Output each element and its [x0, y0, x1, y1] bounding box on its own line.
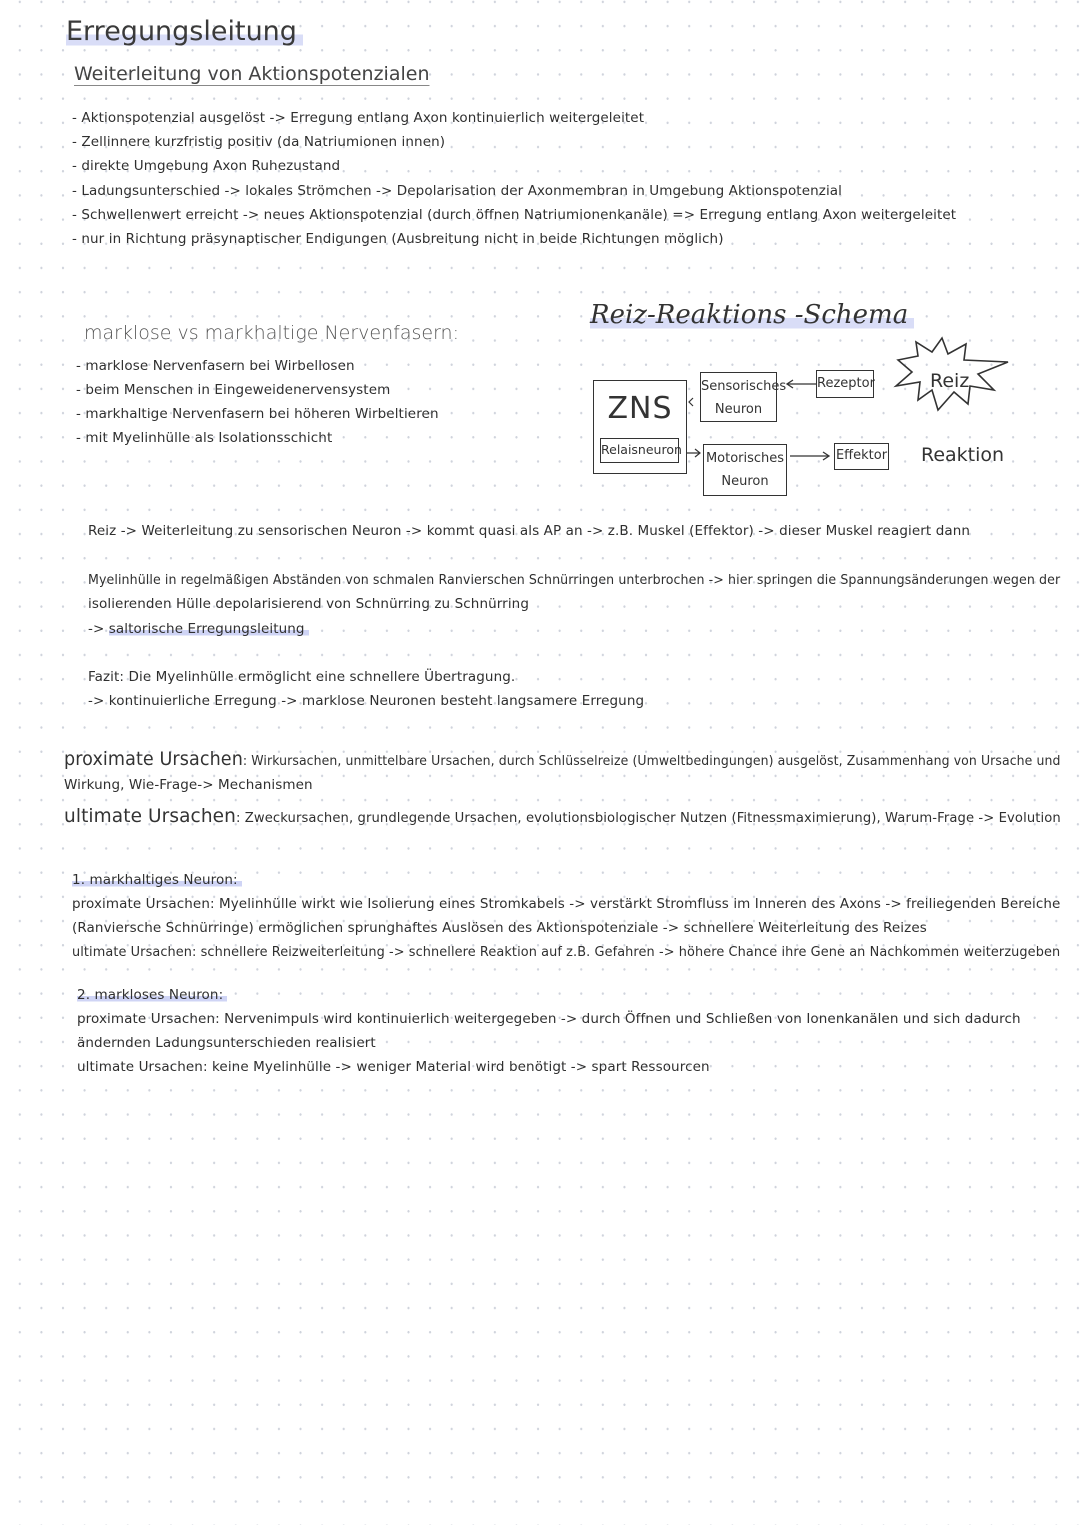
motor-label-2: Neuron	[721, 474, 769, 489]
neuron2-heading-text: 2. markloses Neuron:	[77, 987, 227, 1003]
text-line: ultimate Ursachen: schnellere Reizweiterleitung -> schnellere Reaktion auf z.B. Gefahren -> höhere Chance ihre Gene an Nachkommen weiterzugeben	[72, 944, 1061, 960]
text-line: ultimate Ursachen: keine Myelinhülle -> weniger Material wird benötigt -> spart Ressourcen	[77, 1059, 710, 1075]
text-line: proximate Ursachen: Nervenimpuls wird kontinuierlich weitergegeben -> durch Öffnen und Schließen von Ionenkanälen und sich dadurch	[77, 1011, 1021, 1027]
rezeptor-label: Rezeptor	[817, 376, 875, 391]
text-line: Fazit: Die Myelinhülle ermöglicht eine schnellere Übertragung.	[88, 669, 516, 685]
reaktion-label: Reaktion	[921, 444, 1005, 466]
bullet-line: - markhaltige Nervenfasern bei höheren Wirbeltieren	[76, 406, 439, 422]
arrowhead	[689, 398, 693, 406]
neuron2-heading	[77, 987, 227, 1003]
text-line: Myelinhülle in regelmäßigen Abständen von schmalen Ranvierschen Schnürringen unterbrochen -> hier springen die Spannungsänderungen wegen der	[88, 572, 1061, 588]
rezeptor-box	[816, 370, 874, 398]
bullet-line: - Aktionspotenzial ausgelöst -> Erregung entlang Axon kontinuierlich weitergeleitet	[72, 110, 645, 126]
text-line	[88, 621, 309, 637]
schema-title-text: Reiz-Reaktions -Schema	[590, 300, 914, 330]
bullet-line: - marklose Nervenfasern bei Wirbellosen	[76, 358, 355, 374]
text-line: Reiz -> Weiterleitung zu sensorischen Neuron -> kommt quasi als AP an -> z.B. Muskel (Effektor) -> dieser Muskel reagiert dann	[88, 523, 971, 539]
text-line: Wirkung, Wie-Frage-> Mechanismen	[64, 777, 313, 793]
sensor-label-2: Neuron	[714, 402, 763, 417]
bullet-line: - mit Myelinhülle als Isolationsschicht	[76, 430, 333, 446]
page-title-text: Erregungsleitung	[66, 16, 303, 47]
motor-label-1: Motorisches	[705, 451, 785, 466]
schema-title	[590, 300, 914, 330]
arrow-prefix: ->	[88, 621, 109, 637]
bullet-line: - Ladungsunterschied -> lokales Strömchen -> Depolarisation der Axonmembran in Umgebung Aktionspotenzial	[72, 183, 843, 199]
text-line: isolierenden Hülle depolarisierend von Schnürring zu Schnürring	[88, 596, 530, 612]
effektor-label: Effektor	[835, 448, 888, 463]
text-line: (Ranviersche Schnürringe) ermöglichen sprunghaftes Auslösen des Aktionspotenziale -> schnellere Weiterleitung des Reizes	[72, 920, 927, 936]
relaisneuron-box	[600, 438, 682, 463]
ultimate-term: ultimate Ursachen	[64, 805, 236, 827]
highlighted-term: saltorische Erregungsleitung	[109, 621, 309, 637]
text-line: ändernden Ladungsunterschieden realisiert	[77, 1035, 376, 1051]
text-line: -> kontinuierliche Erregung -> marklose Neuronen besteht langsamere Erregung	[88, 693, 645, 709]
page-title	[66, 16, 303, 47]
ultimate-definition	[64, 805, 1061, 827]
ultimate-text: : Zweckursachen, grundlegende Ursachen, evolutionsbiologischer Nutzen (Fitnessmaximierung), Warum-Frage -> Evolution	[235, 810, 1061, 826]
sensor-neuron-box	[700, 372, 787, 422]
section-heading-nervenfasern: marklose vs markhaltige Nervenfasern:	[84, 322, 459, 344]
bullet-line: - nur in Richtung präsynaptischer Endigungen (Ausbreitung nicht in beide Richtungen möglich)	[72, 231, 724, 247]
zns-label: ZNS	[607, 391, 673, 426]
proximate-text: : Wirkursachen, unmittelbare Ursachen, durch Schlüsselreize (Umweltbedingungen) ausgelöst, Zusammenhang von Ursache und	[242, 753, 1061, 769]
motor-neuron-box	[703, 444, 787, 496]
section-subtitle: Weiterleitung von Aktionspotenzialen	[74, 63, 430, 85]
neuron1-heading	[72, 872, 242, 888]
reiz-label: Reiz	[930, 370, 970, 392]
bullet-line: - beim Menschen in Eingeweidenervensystem	[76, 382, 391, 398]
effektor-box	[834, 443, 889, 470]
sensor-label-1: Sensorisches	[701, 379, 787, 394]
bullet-line: - direkte Umgebung Axon Ruhezustand	[72, 158, 341, 174]
bullet-line: - Zellinnere kurzfristig positiv (da Natriumionen innen)	[72, 134, 446, 150]
bullet-line: - Schwellenwert erreicht -> neues Aktionspotenzial (durch öffnen Natriumionenkanäle) => Erregung entlang Axon weitergeleitet	[72, 207, 957, 223]
proximate-term: proximate Ursachen	[64, 748, 243, 770]
text-line: proximate Ursachen: Myelinhülle wirkt wie Isolierung eines Stromkabels -> verstärkt Stromfluss im Inneren des Axons -> freiliegenden Bereiche	[72, 896, 1061, 912]
proximate-definition	[64, 748, 1061, 770]
neuron1-heading-text: 1. markhaltiges Neuron:	[72, 872, 242, 888]
relaisneuron-label: Relaisneuron	[601, 442, 682, 457]
